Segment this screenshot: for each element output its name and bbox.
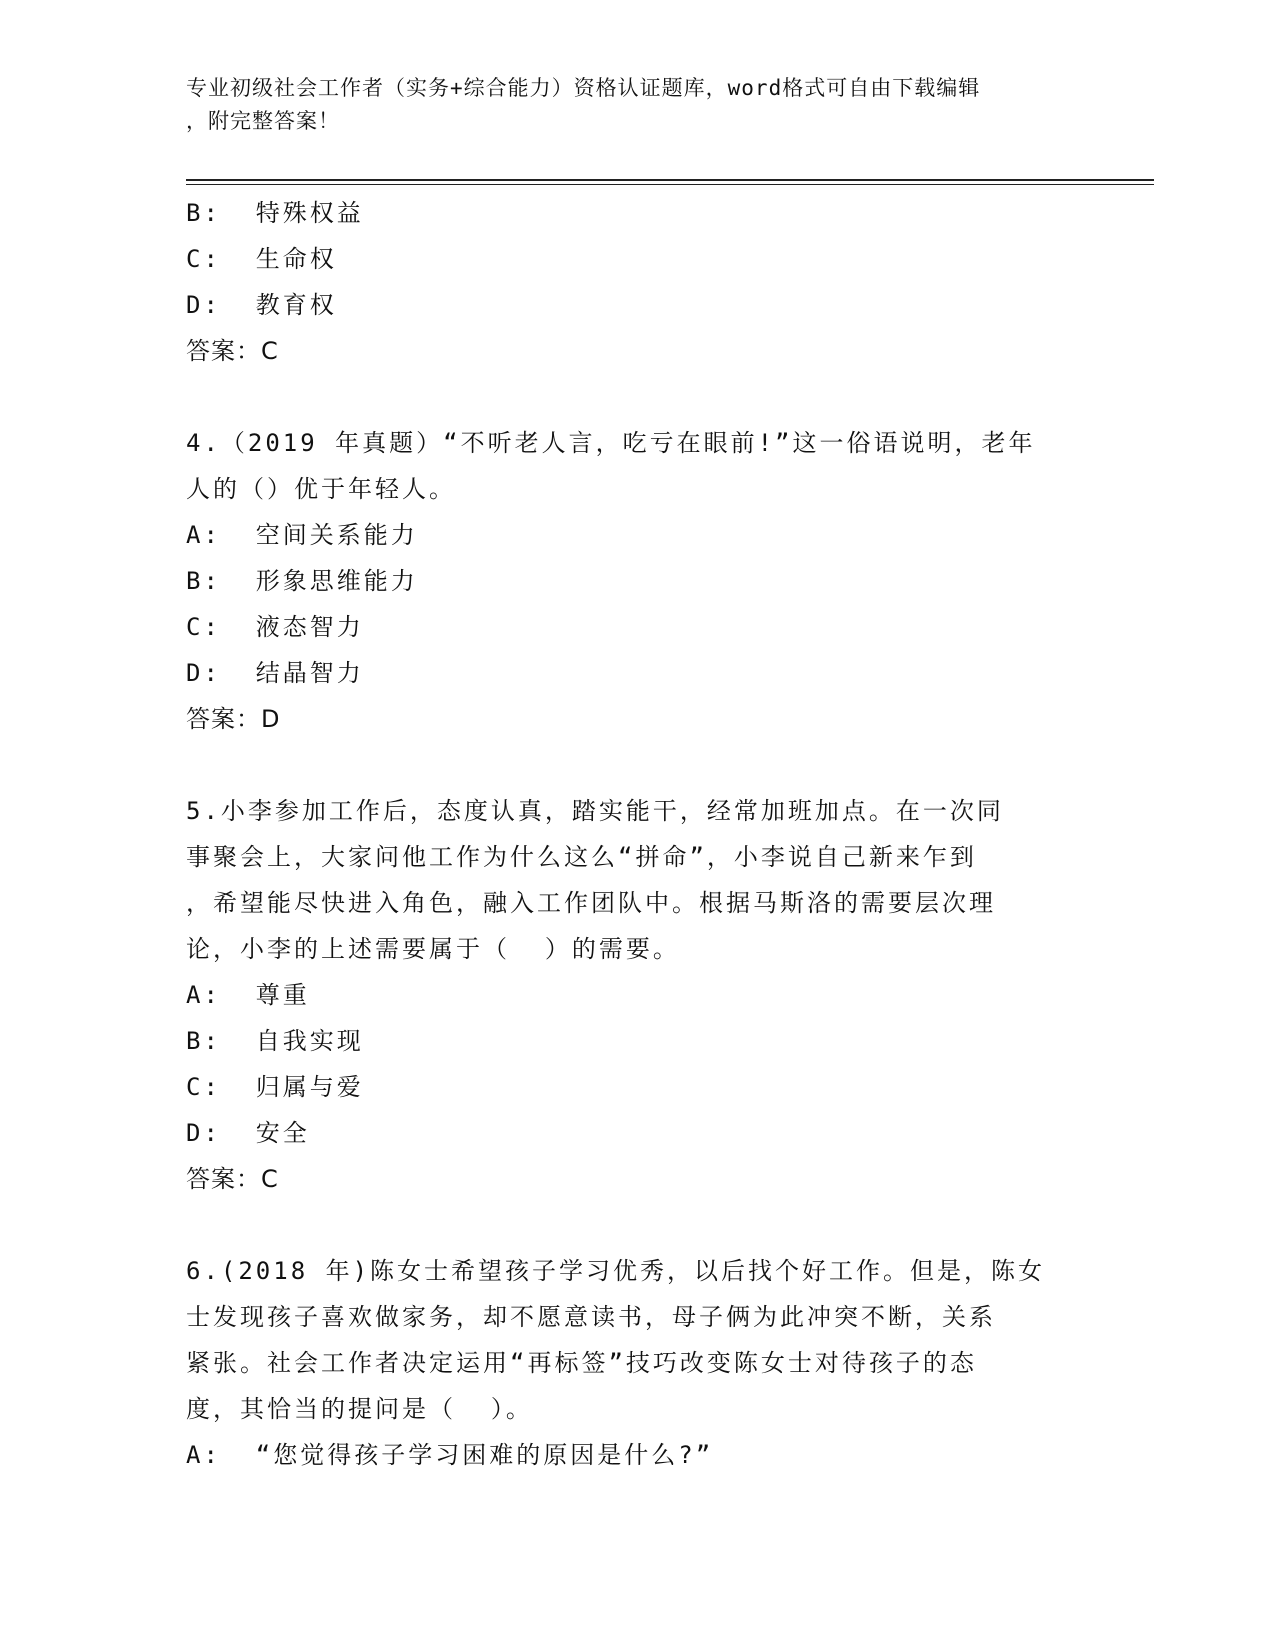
option-c: C: 液态智力 — [186, 613, 364, 641]
question-list — [186, 190, 1086, 1478]
document-header — [186, 72, 1086, 138]
stem-line: 人的（）优于年轻人。 — [186, 475, 456, 503]
option-d: D: 结晶智力 — [186, 659, 364, 687]
stem-line: 紧张。社会工作者决定运用“再标签”技巧改变陈女士对待孩子的态 — [186, 1349, 977, 1377]
option-d: D: 安全 — [186, 1119, 310, 1147]
stem-line: 4.（2019 年真题）“不听老人言，吃亏在眼前!”这一俗语说明，老年 — [186, 429, 1036, 457]
stem-line: 士发现孩子喜欢做家务，却不愿意读书，母子俩为此冲突不断，关系 — [186, 1303, 996, 1331]
option-b: B: 特殊权益 — [186, 199, 364, 227]
option-a: A: 空间关系能力 — [186, 521, 418, 549]
question-5 — [186, 788, 1086, 1202]
option-d: D: 教育权 — [186, 291, 337, 319]
header-divider-thin — [186, 184, 1154, 185]
stem-line: 6.(2018 年)陈女士希望孩子学习优秀，以后找个好工作。但是，陈女 — [186, 1257, 1046, 1285]
question-stem — [186, 420, 1086, 512]
header-divider-thick — [186, 179, 1154, 181]
question-stem — [186, 1248, 1086, 1432]
header-line-2: ，附完整答案！ — [186, 109, 340, 133]
option-a: A: 尊重 — [186, 981, 310, 1009]
stem-line: ，希望能尽快进入角色，融入工作团队中。根据马斯洛的需要层次理 — [186, 889, 996, 917]
option-a: A: “您觉得孩子学习困难的原因是什么?” — [186, 1441, 714, 1469]
stem-line: 论，小李的上述需要属于（ ）的需要。 — [186, 935, 680, 963]
answer: 答案：C — [186, 337, 279, 365]
option-b: B: 自我实现 — [186, 1027, 364, 1055]
option-c: C: 生命权 — [186, 245, 337, 273]
option-b: B: 形象思维能力 — [186, 567, 418, 595]
header-line-1: 专业初级社会工作者（实务+综合能力）资格认证题库，word格式可自由下载编辑 — [186, 76, 981, 100]
stem-line: 事聚会上，大家问他工作为什么这么“拼命”，小李说自己新来乍到 — [186, 843, 977, 871]
question-3 — [186, 190, 1086, 374]
question-6 — [186, 1248, 1086, 1478]
option-c: C: 归属与爱 — [186, 1073, 364, 1101]
answer: 答案：D — [186, 705, 281, 733]
stem-line: 5.小李参加工作后，态度认真，踏实能干，经常加班加点。在一次同 — [186, 797, 1004, 825]
answer: 答案：C — [186, 1165, 279, 1193]
stem-line: 度，其恰当的提问是（ ）。 — [186, 1395, 533, 1423]
question-stem — [186, 788, 1086, 972]
question-4 — [186, 420, 1086, 742]
